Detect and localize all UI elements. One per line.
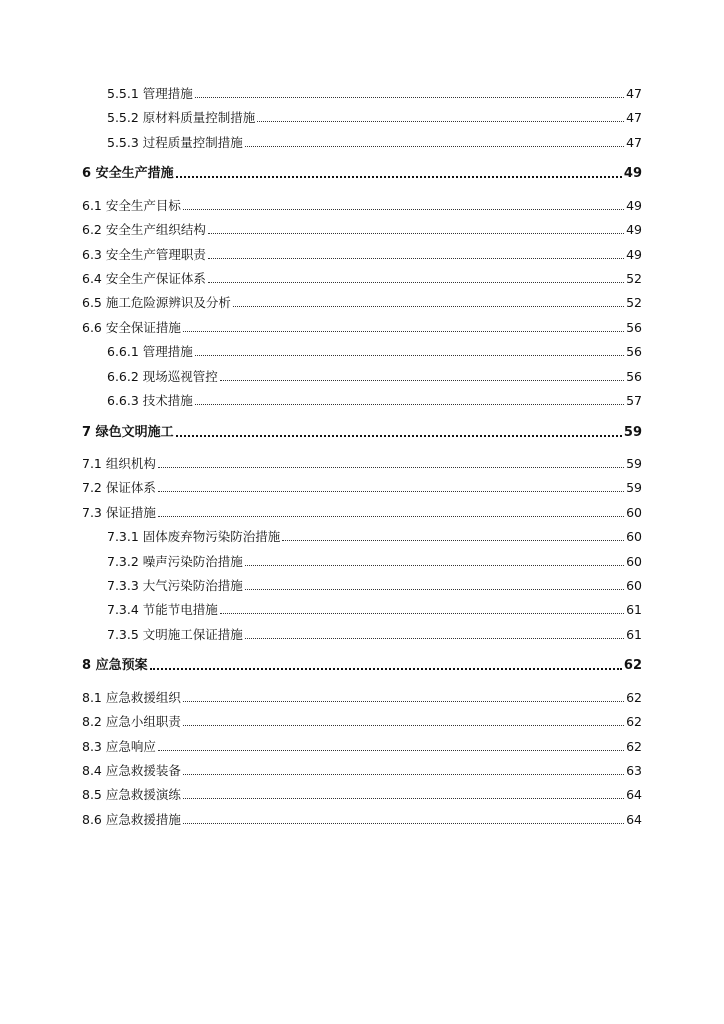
toc-dot-leader xyxy=(245,146,624,147)
toc-dot-leader xyxy=(195,355,624,356)
toc-entry[interactable] xyxy=(82,714,642,729)
toc-entry-title: 7.3 保证措施 xyxy=(82,504,156,520)
toc-entry[interactable] xyxy=(82,739,642,754)
toc-entry[interactable] xyxy=(82,787,642,802)
toc-entry[interactable] xyxy=(82,86,642,101)
toc-entry-title: 6.2 安全生产组织结构 xyxy=(82,222,206,238)
toc-dot-leader xyxy=(220,613,624,614)
toc-entry-page-number: 56 xyxy=(626,344,642,360)
toc-entry-title: 6 安全生产措施 xyxy=(82,166,174,182)
toc-entry-page-number: 47 xyxy=(626,110,642,126)
toc-entry-page-number: 59 xyxy=(623,424,642,440)
toc-entry[interactable] xyxy=(82,135,642,150)
toc-entry-title: 7.3.5 文明施工保证措施 xyxy=(107,626,243,642)
toc-entry-page-number: 56 xyxy=(626,368,642,384)
toc-entry-page-number: 62 xyxy=(626,689,642,705)
toc-entry-title: 6.4 安全生产保证体系 xyxy=(82,271,206,286)
toc-entry-title: 8.6 应急救援措施 xyxy=(82,811,181,827)
toc-dot-leader xyxy=(245,589,624,590)
toc-dot-leader xyxy=(257,121,624,122)
toc-entry-page-number: 61 xyxy=(626,602,642,618)
toc-entry-page-number: 52 xyxy=(626,295,642,311)
toc-entry-title: 7.3.1 固体废弃物污染防治措施 xyxy=(107,529,281,545)
toc-entry-page-number: 59 xyxy=(626,456,642,471)
toc-entry[interactable] xyxy=(82,247,642,262)
toc-entry-title: 8.4 应急救援装备 xyxy=(82,763,181,778)
toc-dot-leader xyxy=(183,774,624,775)
toc-entry-page-number: 63 xyxy=(626,763,642,778)
toc-entry-title: 6.6 安全保证措施 xyxy=(82,319,181,335)
toc-entry-title: 8.2 应急小组职责 xyxy=(82,714,181,730)
toc-dot-leader xyxy=(208,282,624,283)
toc-entry-page-number: 49 xyxy=(626,222,642,238)
toc-entry-page-number: 62 xyxy=(626,714,642,730)
toc-entry-title: 6.6.3 技术措施 xyxy=(107,393,193,408)
toc-dot-leader xyxy=(183,823,624,824)
toc-entry-page-number: 60 xyxy=(626,529,642,545)
toc-entry-title: 7.3.4 节能节电措施 xyxy=(107,602,218,618)
toc-entry-page-number: 59 xyxy=(626,480,642,496)
toc-entry[interactable] xyxy=(82,812,642,827)
toc-entry[interactable] xyxy=(82,627,642,642)
toc-dot-leader xyxy=(195,97,624,98)
toc-entry-title: 7.2 保证体系 xyxy=(82,480,156,496)
toc-dot-leader xyxy=(183,331,624,332)
toc-entry-title: 6.5 施工危险源辨识及分析 xyxy=(82,295,231,311)
toc-dot-leader xyxy=(176,435,622,437)
toc-entry[interactable] xyxy=(82,320,642,335)
toc-dot-leader xyxy=(245,638,624,639)
toc-entry-title: 7 绿色文明施工 xyxy=(82,424,174,440)
toc-dot-leader xyxy=(158,516,624,517)
toc-entry[interactable] xyxy=(82,456,642,471)
toc-entry-page-number: 56 xyxy=(626,319,642,335)
toc-entry-title: 6.3 安全生产管理职责 xyxy=(82,246,206,262)
toc-entry[interactable] xyxy=(82,425,642,440)
toc-dot-leader xyxy=(176,176,622,178)
toc-entry-page-number: 62 xyxy=(626,738,642,754)
toc-entry[interactable] xyxy=(82,369,642,384)
toc-dot-leader xyxy=(208,258,624,259)
toc-entry[interactable] xyxy=(82,554,642,569)
toc-entry[interactable] xyxy=(82,690,642,705)
toc-dot-leader xyxy=(183,798,624,799)
toc-entry-title: 7.3.3 大气污染防治措施 xyxy=(107,578,243,593)
toc-entry-title: 8.5 应急救援演练 xyxy=(82,787,181,803)
toc-entry-title: 6.6.1 管理措施 xyxy=(107,344,193,360)
toc-entry-page-number: 49 xyxy=(626,197,642,213)
toc-dot-leader xyxy=(158,467,624,468)
toc-dot-leader xyxy=(158,750,624,751)
toc-entry-page-number: 60 xyxy=(626,504,642,520)
toc-entry-page-number: 60 xyxy=(626,578,642,593)
toc-entry-title: 7.3.2 噪声污染防治措施 xyxy=(107,553,243,569)
toc-entry-page-number: 52 xyxy=(626,271,642,286)
toc-dot-leader xyxy=(158,491,624,492)
toc-entry-page-number: 57 xyxy=(626,393,642,408)
toc-entry[interactable] xyxy=(82,578,642,593)
toc-entry-title: 5.5.3 过程质量控制措施 xyxy=(107,134,243,150)
toc-entry-page-number: 49 xyxy=(623,166,642,182)
toc-entry[interactable] xyxy=(82,480,642,495)
toc-entry-title: 8 应急预案 xyxy=(82,658,148,674)
toc-dot-leader xyxy=(183,701,624,702)
toc-dot-leader xyxy=(195,404,624,405)
toc-entry[interactable] xyxy=(82,763,642,778)
toc-entry-title: 5.5.2 原材料质量控制措施 xyxy=(107,110,256,126)
toc-entry-page-number: 47 xyxy=(626,86,642,101)
toc-entry-page-number: 64 xyxy=(626,811,642,827)
toc-dot-leader xyxy=(183,725,624,726)
toc-entry-page-number: 60 xyxy=(626,553,642,569)
toc-entry[interactable] xyxy=(82,393,642,408)
toc-entry[interactable] xyxy=(82,271,642,286)
toc-dot-leader xyxy=(208,233,624,234)
toc-entry-page-number: 61 xyxy=(626,626,642,642)
toc-dot-leader xyxy=(150,668,622,670)
toc-entry-page-number: 62 xyxy=(623,658,642,674)
toc-entry-title: 8.3 应急响应 xyxy=(82,738,156,754)
toc-dot-leader xyxy=(233,306,624,307)
toc-entry[interactable] xyxy=(82,198,642,213)
toc-entry[interactable] xyxy=(82,110,642,125)
toc-entry-title: 6.6.2 现场巡视管控 xyxy=(107,368,218,384)
toc-entry-page-number: 47 xyxy=(626,134,642,150)
toc-entry[interactable] xyxy=(82,166,642,181)
toc-entry[interactable] xyxy=(82,658,642,673)
toc-entry[interactable] xyxy=(82,505,642,520)
toc-entry[interactable] xyxy=(82,529,642,544)
toc-entry-title: 7.1 组织机构 xyxy=(82,456,156,471)
toc-entry[interactable] xyxy=(82,602,642,617)
toc-dot-leader xyxy=(245,565,624,566)
toc-entry[interactable] xyxy=(82,295,642,310)
toc-entry-title: 6.1 安全生产目标 xyxy=(82,197,181,213)
toc-entry-page-number: 64 xyxy=(626,787,642,803)
toc-entry[interactable] xyxy=(82,222,642,237)
toc-dot-leader xyxy=(183,209,624,210)
toc-entry-title: 5.5.1 管理措施 xyxy=(107,86,193,101)
toc-dot-leader xyxy=(282,540,624,541)
toc-entry[interactable] xyxy=(82,344,642,359)
toc-entry-page-number: 49 xyxy=(626,246,642,262)
toc-dot-leader xyxy=(220,380,624,381)
toc-entry-title: 8.1 应急救援组织 xyxy=(82,689,181,705)
